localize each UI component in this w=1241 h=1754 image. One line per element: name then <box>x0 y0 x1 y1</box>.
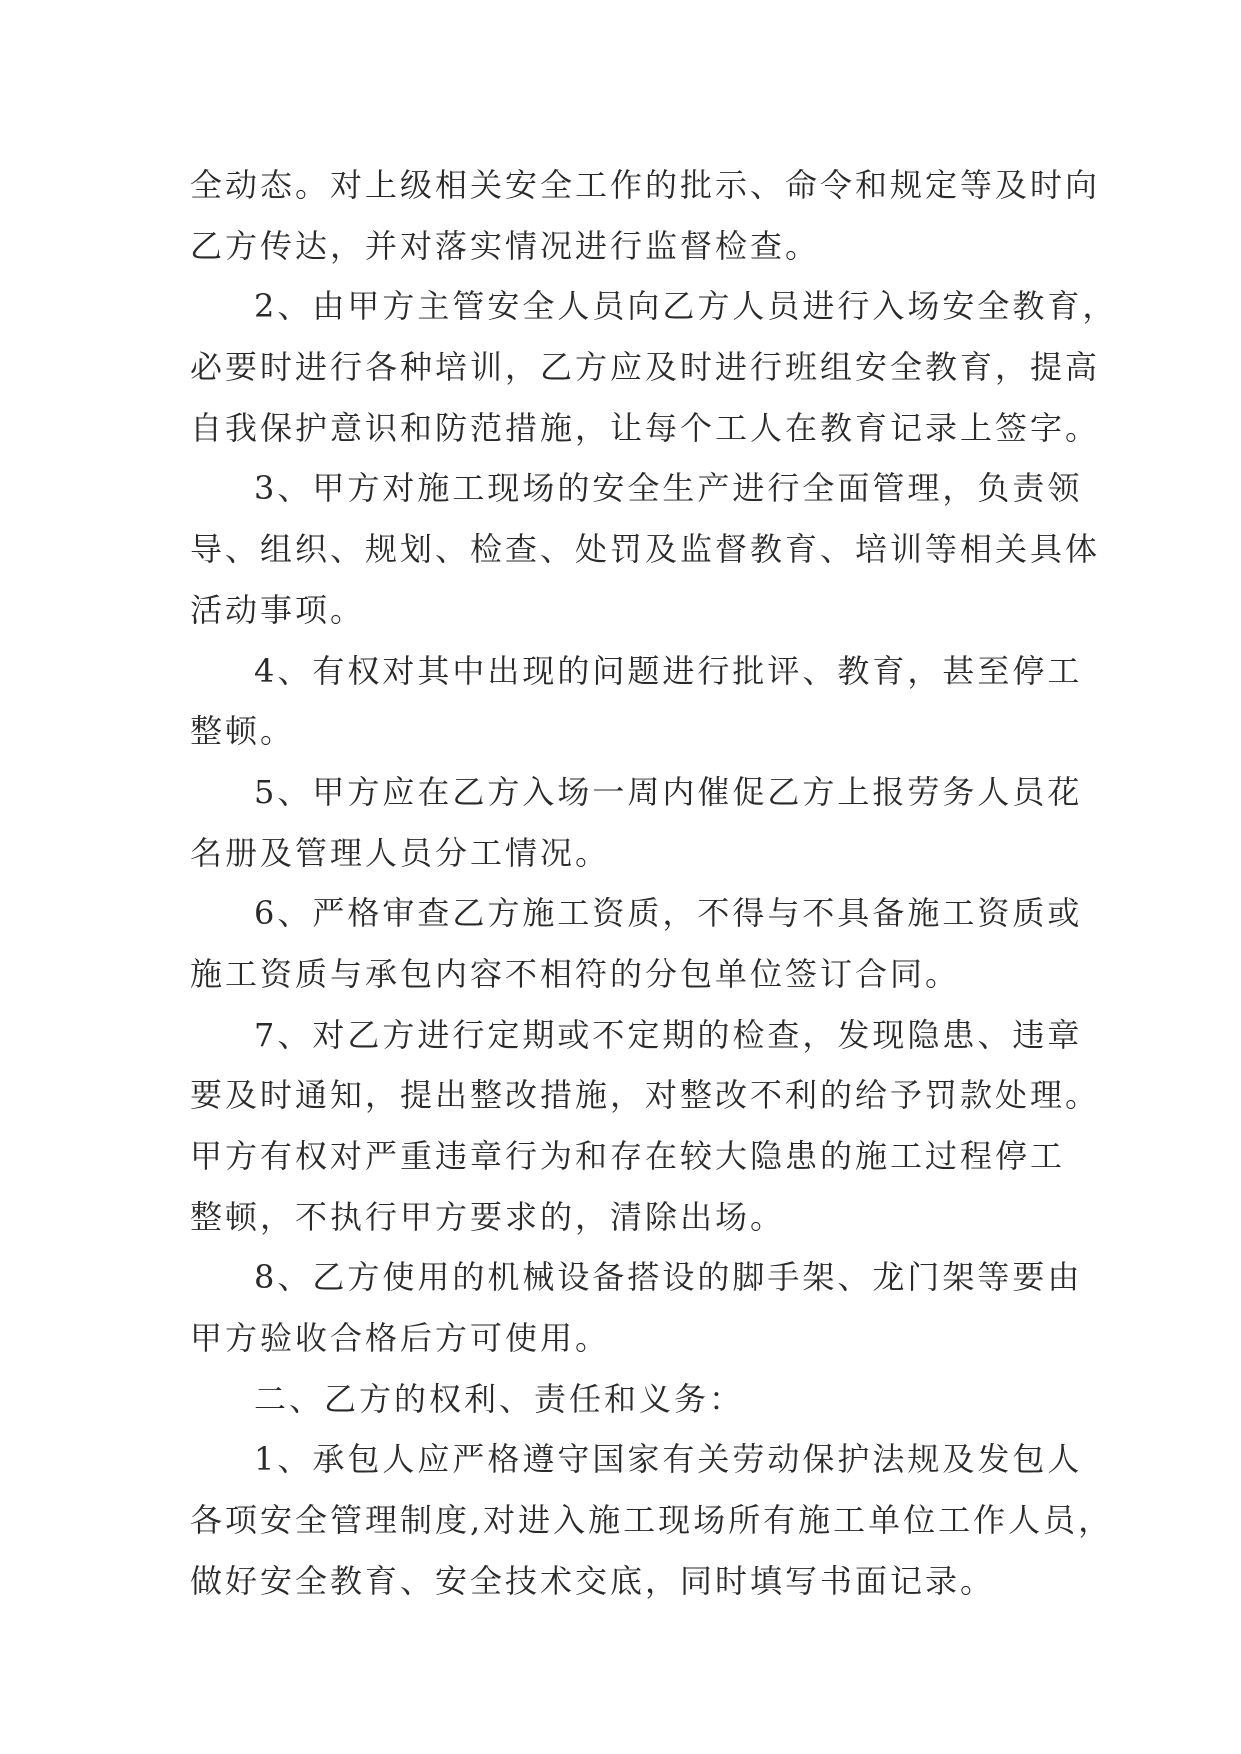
text-line: 要及时通知，提出整改措施，对整改不利的给予罚款处理。 <box>190 1076 1101 1115</box>
text-line: 活动事项。 <box>190 590 366 629</box>
section-heading: 二、乙方的权利、责任和义务： <box>254 1379 745 1418</box>
text-line: 必要时进行各种培训，乙方应及时进行班组安全教育，提高 <box>190 348 1101 387</box>
text-line: 全动态。对上级相关安全工作的批示、命令和规定等及时向 <box>190 166 1101 204</box>
text-line: 甲方有权对严重违章行为和存在较大隐患的施工过程停工 <box>190 1137 1066 1175</box>
text-line: 名册及管理人员分工情况。 <box>190 833 611 872</box>
text-line: 整顿，不执行甲方要求的，清除出场。 <box>190 1197 786 1236</box>
text-line: 3、甲方对施工现场的安全生产进行全面管理，负责领 <box>254 469 1083 508</box>
text-line: 8、乙方使用的机械设备搭设的脚手架、龙门架等要由 <box>254 1258 1083 1297</box>
text-line: 4、有权对其中出现的问题进行批评、教育，甚至停工 <box>254 651 1083 690</box>
text-line: 6、严格审查乙方施工资质，不得与不具备施工资质或 <box>254 894 1083 933</box>
text-line: 1、承包人应严格遵守国家有关劳动保护法规及发包人 <box>254 1440 1083 1479</box>
text-line: 自我保护意识和防范措施，让每个工人在教育记录上签字。 <box>190 408 1101 447</box>
text-line: 导、组织、规划、检查、处罚及监督教育、培训等相关具体 <box>190 530 1101 569</box>
text-line: 2、由甲方主管安全人员向乙方人员进行入场安全教育， <box>254 287 1118 326</box>
text-line: 整顿。 <box>190 712 296 751</box>
text-line: 各项安全管理制度,对进入施工现场所有施工单位工作人员， <box>190 1501 1114 1540</box>
text-line: 做好安全教育、安全技术交底，同时填写书面记录。 <box>190 1561 996 1600</box>
text-line: 5、甲方应在乙方入场一周内催促乙方上报劳务人员花 <box>254 772 1083 811</box>
text-line: 甲方验收合格后方可使用。 <box>190 1319 611 1358</box>
document-body <box>190 155 1118 1612</box>
text-line: 7、对乙方进行定期或不定期的检查，发现隐患、违章 <box>254 1015 1083 1054</box>
text-line: 施工资质与承包内容不相符的分包单位签订合同。 <box>190 954 961 993</box>
text-line: 乙方传达，并对落实情况进行监督检查。 <box>190 226 821 265</box>
